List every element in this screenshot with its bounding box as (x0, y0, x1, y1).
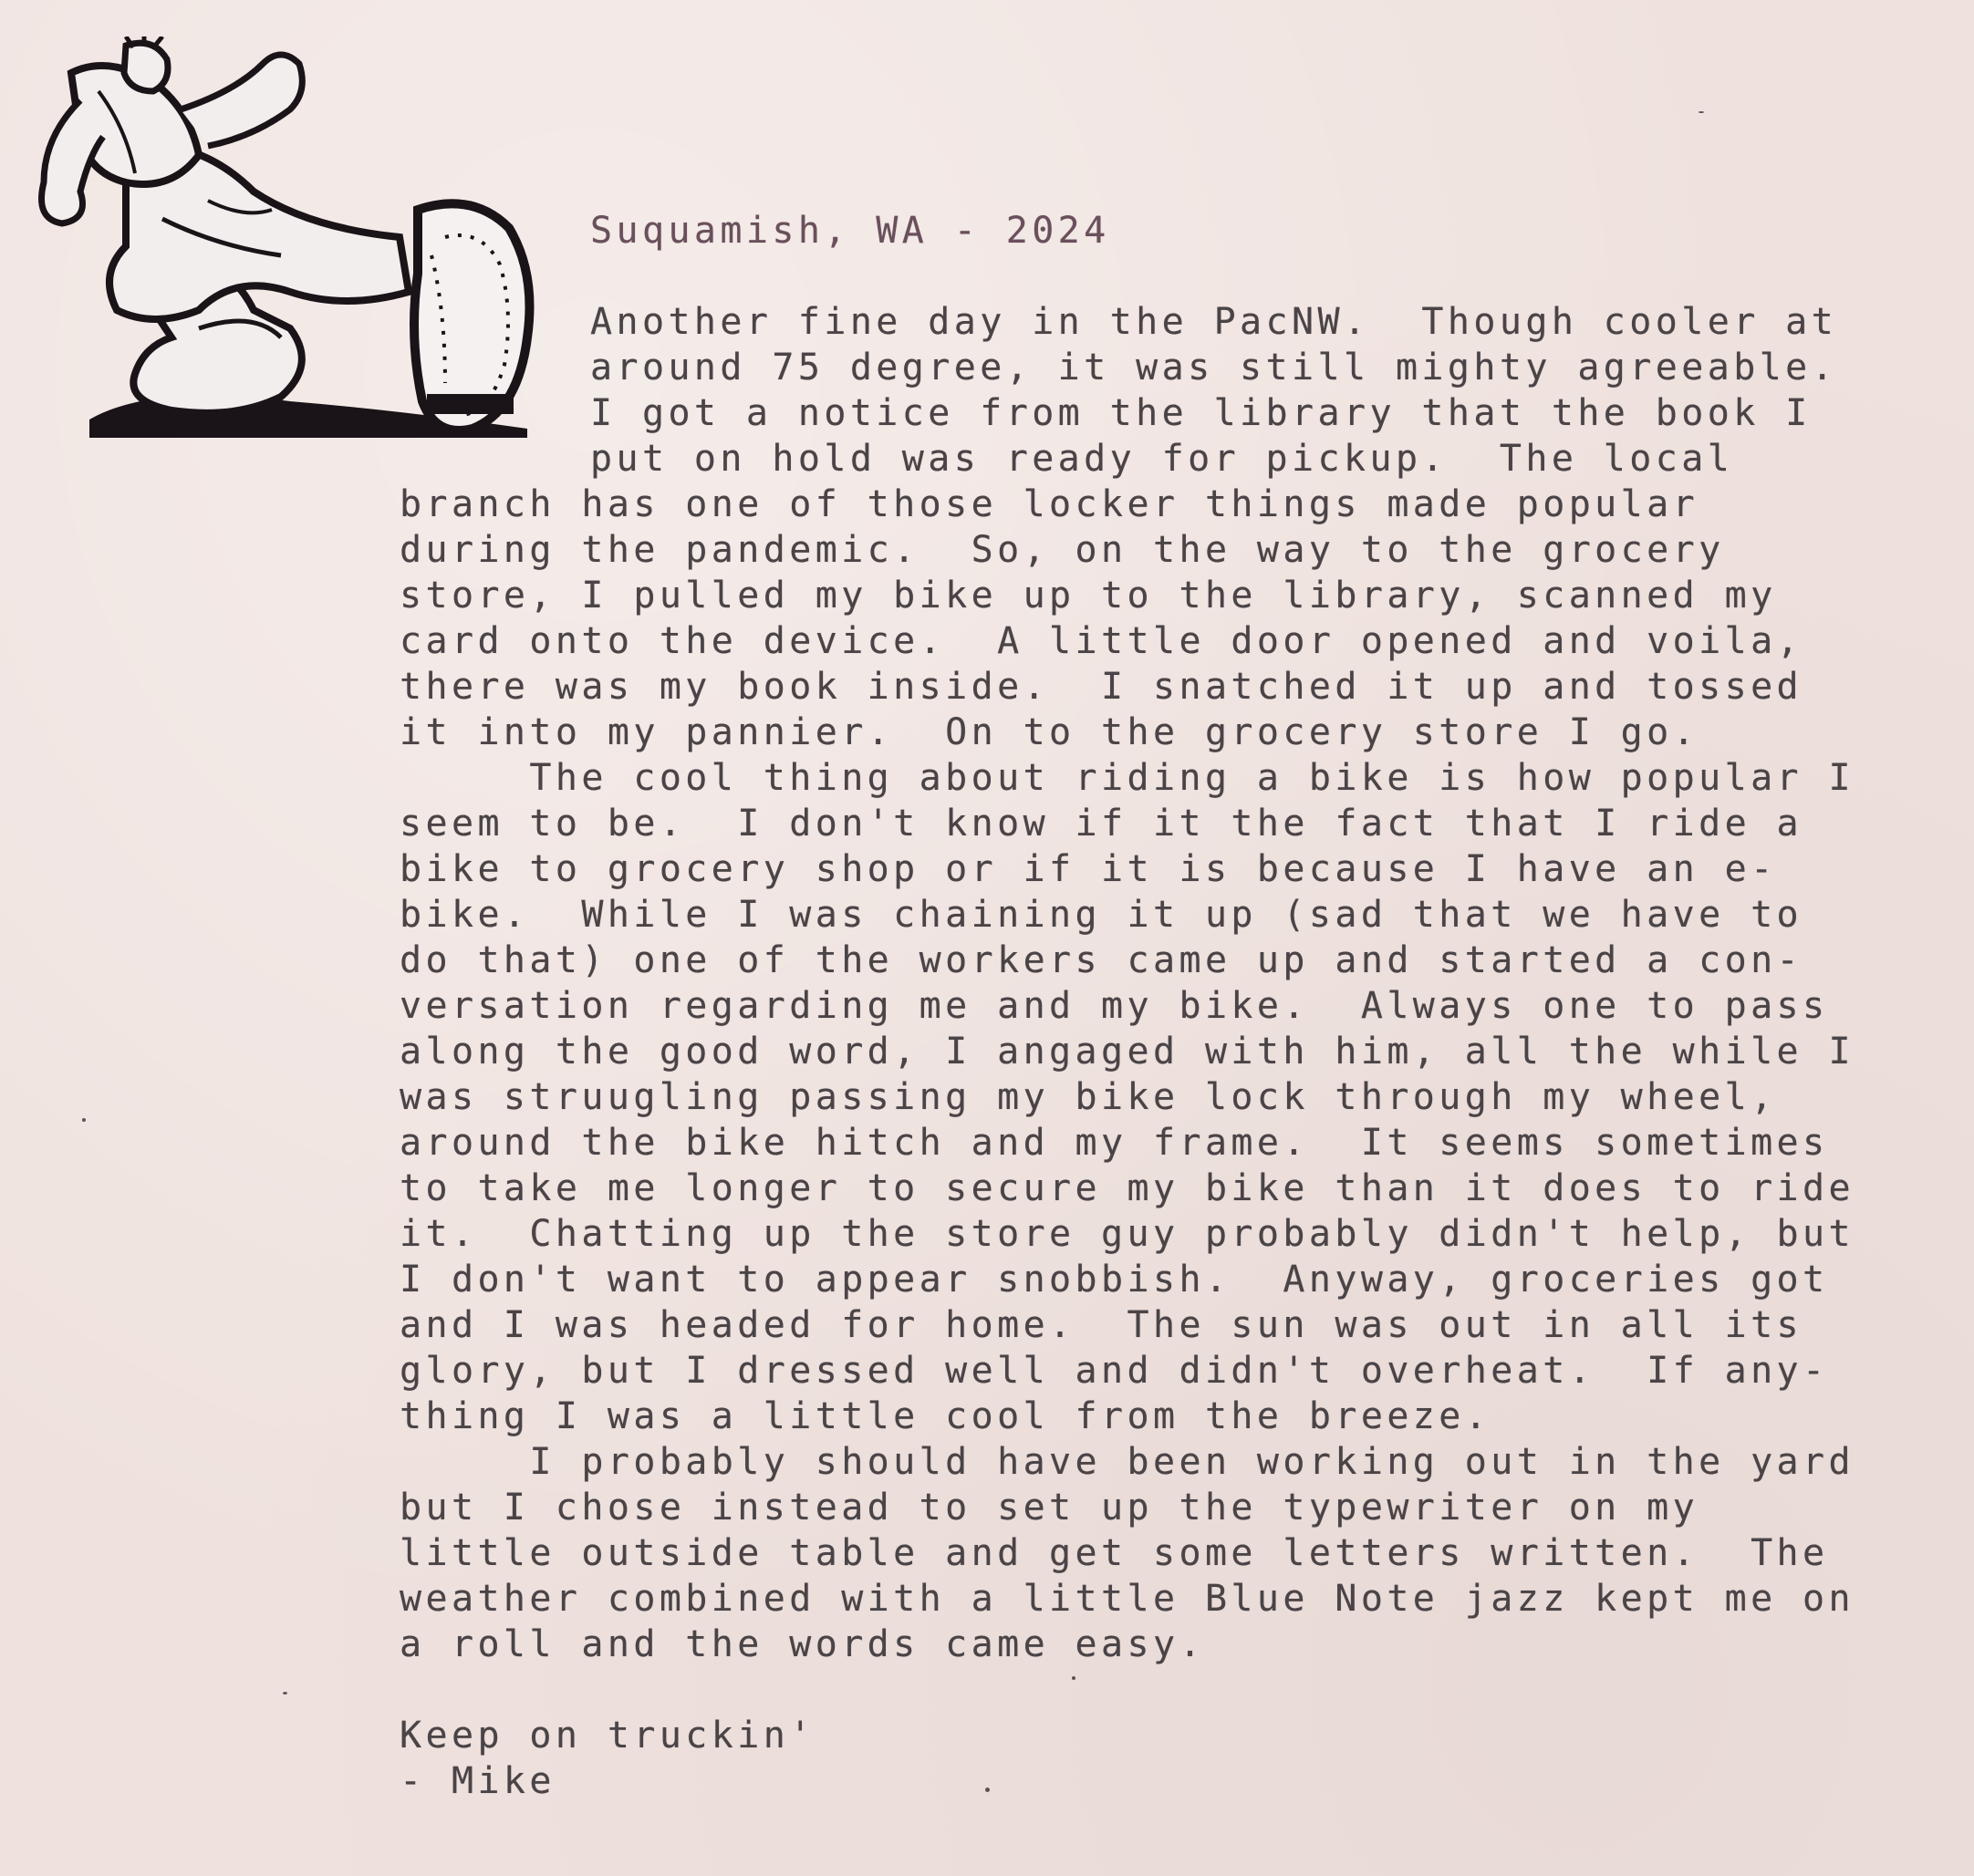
letter-line: but I chose instead to set up the typewriter on my (400, 1487, 1699, 1529)
letter-line: it into my pannier. On to the grocery store I go. (400, 711, 1699, 753)
letter-line: during the pandemic. So, on the way to the grocery (400, 529, 1725, 571)
letter-line: versation regarding me and my bike. Always one to pass (400, 985, 1829, 1027)
letter-line: bike to grocery shop or if it is because I have an e- (400, 848, 1777, 890)
letter-dateline: Suquamish, WA - 2024 (590, 210, 1110, 252)
letter-line: a roll and the words came easy. (400, 1623, 1205, 1665)
letter-signature: - Mike (400, 1760, 556, 1802)
letter-line: glory, but I dressed well and didn't overheat. If any- (400, 1350, 1829, 1392)
letter-line: seem to be. I don't know if it the fact that I ride a (400, 803, 1803, 845)
letter-line: I got a notice from the library that the book I (590, 392, 1812, 434)
letter-line: branch has one of those locker things made popular (400, 483, 1699, 525)
paper-speck (1072, 1676, 1075, 1680)
letter-line: card onto the device. A little door opened and voila, (400, 620, 1803, 662)
letter-line: I don't want to appear snobbish. Anyway, groceries got (400, 1259, 1829, 1301)
letter-line: little outside table and get some letters written. The (400, 1532, 1829, 1574)
letter-line: thing I was a little cool from the breeze. (400, 1395, 1491, 1437)
letter-line: bike. While I was chaining it up (sad that we have to (400, 894, 1803, 936)
paper-speck (985, 1788, 990, 1792)
letter-line: it. Chatting up the store guy probably didn't help, but (400, 1213, 1855, 1255)
letter-line: and I was headed for home. The sun was out in all its (400, 1304, 1803, 1346)
letter-line: put on hold was ready for pickup. The local (590, 438, 1734, 480)
letter-line: around 75 degree, it was still mighty agreeable. (590, 347, 1838, 389)
letter-line: was struugling passing my bike lock through my wheel, (400, 1076, 1777, 1118)
letter-line: around the bike hitch and my frame. It seems sometimes (400, 1122, 1829, 1164)
letter-line: Another fine day in the PacNW. Though cooler at (590, 301, 1838, 343)
letter-line: weather combined with a little Blue Note jazz kept me on (400, 1578, 1855, 1620)
letter-line: store, I pulled my bike up to the library, scanned my (400, 575, 1777, 617)
letter-line: to take me longer to secure my bike than it does to ride (400, 1167, 1855, 1209)
letter-line: I probably should have been working out in the yard (400, 1441, 1855, 1483)
letter-closing: Keep on truckin' (400, 1715, 816, 1757)
paper-speck (283, 1692, 287, 1695)
letter-line: The cool thing about riding a bike is how popular I (400, 757, 1855, 799)
letter-line: along the good word, I angaged with him, all the while I (400, 1031, 1855, 1073)
letter-line: do that) one of the workers came up and started a con- (400, 939, 1803, 981)
letter-line: there was my book inside. I snatched it up and tossed (400, 666, 1803, 708)
paper-speck (1699, 111, 1704, 113)
paper-speck (82, 1118, 86, 1122)
